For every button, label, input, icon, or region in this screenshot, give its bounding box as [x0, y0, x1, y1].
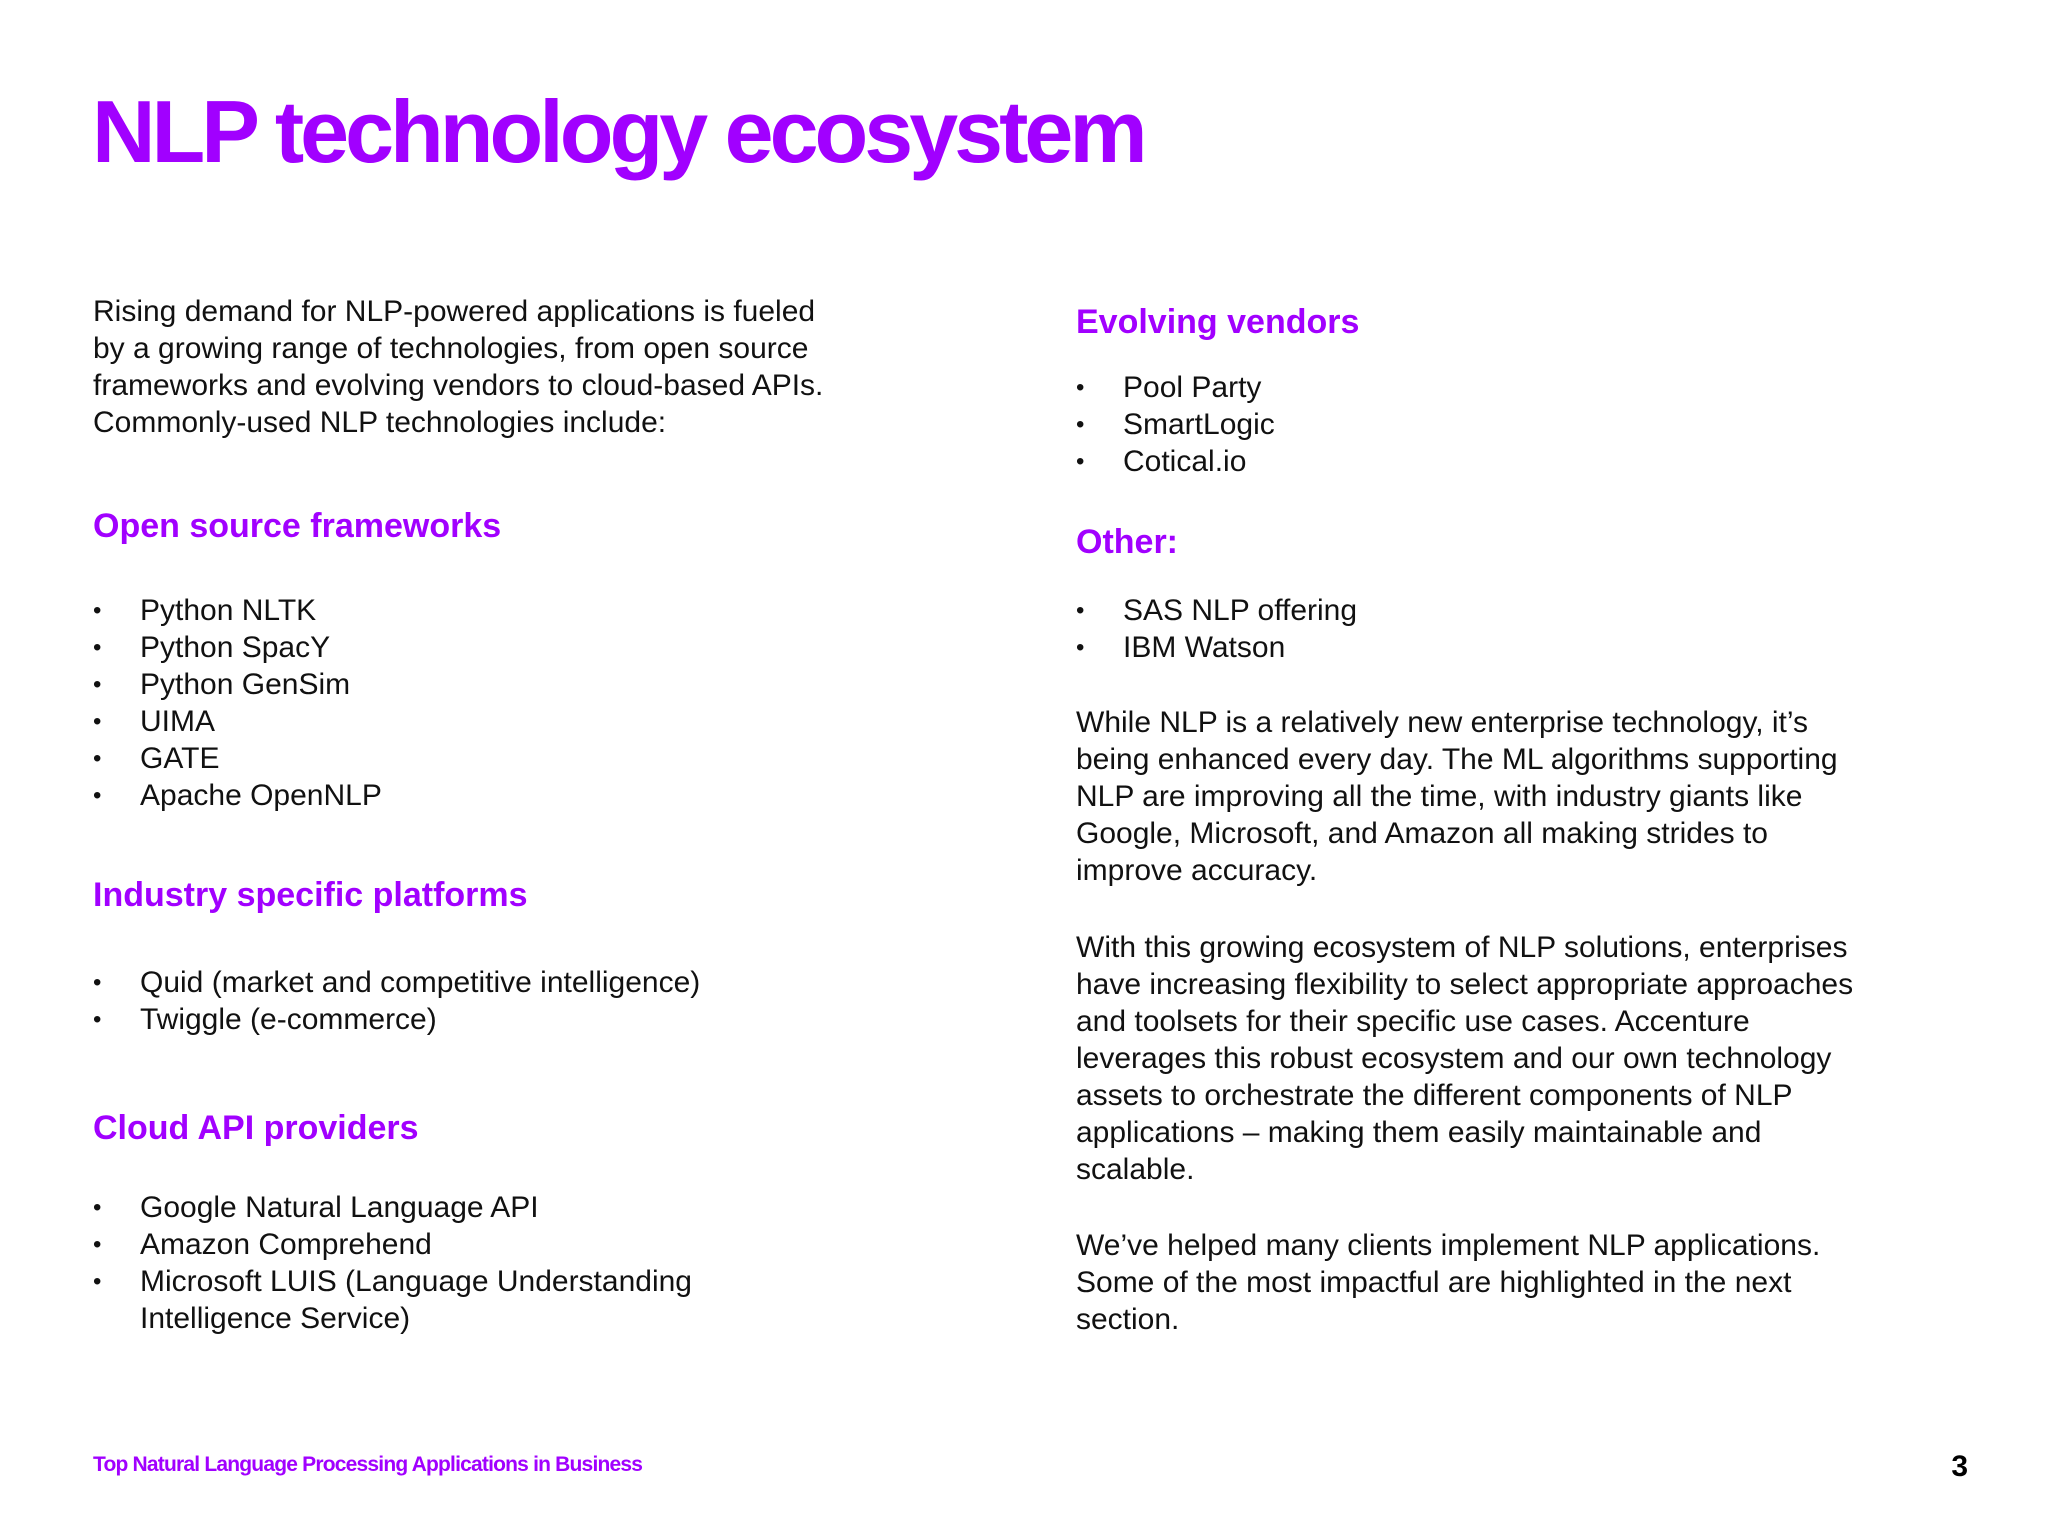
list-item: • UIMA [93, 705, 215, 738]
list-open-source [93, 592, 382, 814]
bullet-icon: • [93, 969, 102, 996]
bullet-icon: • [93, 634, 102, 661]
list-evolving-vendors [1076, 369, 1275, 480]
bullet-icon: • [1076, 634, 1085, 661]
bullet-icon: • [93, 671, 102, 698]
list-item: • Cotical.io [1076, 445, 1247, 478]
paragraph-ecosystem: With this growing ecosystem of NLP solutions, enterprises have increasing flexibility to select appropriate approaches and toolsets for their specific use cases. Accenture leverages this robust ecosystem and our own technology assets to orchestrate the different components of NLP applications – making them easily maintainable and scalable. [1076, 931, 1854, 1186]
list-item: • Python NLTK [93, 594, 317, 627]
list-item: • SmartLogic [1076, 408, 1275, 441]
list-other [1076, 592, 1357, 666]
list-item: • Quid (market and competitive intelligence) [93, 966, 701, 999]
intro-paragraph: Rising demand for NLP-powered applications is fueled by a growing range of technologies, from open source frameworks and evolving vendors to cloud-based APIs. Commonly-used NLP technologies include: [93, 295, 824, 439]
bullet-icon: • [1076, 411, 1085, 438]
bullet-icon: • [93, 708, 102, 735]
bullet-icon: • [93, 1194, 102, 1221]
list-cloud-api [93, 1189, 692, 1337]
list-item: • Pool Party [1076, 371, 1262, 404]
page-number: 3 [1951, 1450, 1968, 1483]
bullet-icon: • [93, 745, 102, 772]
list-item: • SAS NLP offering [1076, 594, 1358, 627]
list-item: • Apache OpenNLP [93, 779, 382, 812]
list-item: • Amazon Comprehend [93, 1228, 432, 1261]
bullet-icon: • [1076, 448, 1085, 475]
list-item: • Python SpacY [93, 631, 331, 664]
bullet-icon: • [93, 782, 102, 809]
bullet-icon: • [93, 1268, 102, 1295]
list-item: • Microsoft LUIS (Language Understanding Intelligence Service) [93, 1265, 692, 1335]
bullet-icon: • [93, 1231, 102, 1258]
bullet-icon: • [1076, 374, 1085, 401]
footer-title: Top Natural Language Processing Applications in Business [93, 1453, 643, 1476]
list-item: • IBM Watson [1076, 631, 1286, 664]
paragraph-nlp-progress: While NLP is a relatively new enterprise technology, it’s being enhanced every day. The ML algorithms supporting NLP are improving all the time, with industry giants like Google, Microsoft, and Amazon all making strides to improve accuracy. [1076, 706, 1838, 887]
heading-open-source: Open source frameworks [93, 507, 502, 545]
heading-industry-platforms: Industry specific platforms [93, 876, 528, 914]
page-title: NLP technology ecosystem [92, 82, 1144, 181]
heading-evolving-vendors: Evolving vendors [1076, 303, 1360, 341]
heading-other: Other: [1076, 523, 1178, 561]
bullet-icon: • [93, 1006, 102, 1033]
paragraph-clients: We’ve helped many clients implement NLP applications. Some of the most impactful are highlighted in the next section. [1076, 1229, 1821, 1336]
list-industry-platforms [93, 964, 700, 1038]
bullet-icon: • [93, 597, 102, 624]
heading-cloud-api: Cloud API providers [93, 1109, 419, 1147]
list-item: • Google Natural Language API [93, 1191, 539, 1224]
list-item: • Python GenSim [93, 668, 351, 701]
list-item: • Twiggle (e-commerce) [93, 1003, 437, 1036]
list-item: • GATE [93, 742, 220, 775]
bullet-icon: • [1076, 597, 1085, 624]
